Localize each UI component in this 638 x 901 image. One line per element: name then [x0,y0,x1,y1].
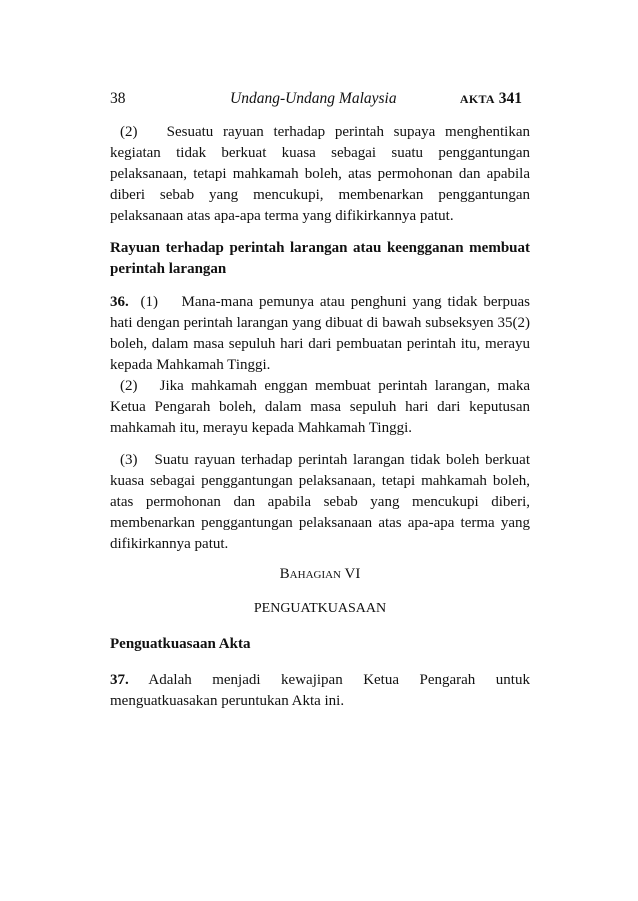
act-number: 341 [498,90,522,107]
page-number: 38 [110,90,126,107]
subsection-marker: (1) [140,294,159,310]
section-number: 36. [110,294,129,310]
section-text: Adalah menjadi kewajipan Ketua Pengarah untuk menguatkuasakan peruntukan Akta ini. [110,672,530,709]
running-title: Undang-Undang Malaysia [230,90,397,107]
subsection-marker: (3) [120,452,138,468]
subsection-text: Suatu rayuan terhadap perintah larangan tidak boleh berkuat kuasa sebagai penggantungan pelaksanaan, tetapi mahkamah boleh, atas permohonan dan apabila sebab yang mencukupi diberi, membenarkan penggantungan pelaksanaan atas apa-apa terma yang difikirkannya patut. [110,452,530,552]
part-label [110,564,530,585]
subsection-text: Jika mahkamah enggan membuat perintah larangan, maka Ketua Pengarah boleh, dalam masa sepuluh hari dari keputusan mahkamah itu, merayu kepada Mahkamah Tinggi. [110,378,530,436]
part-word: Bahagian [279,566,342,582]
act-label: AKTA [459,92,495,106]
subsection-text: Sesuatu rayuan terhadap perintah supaya menghentikan kegiatan tidak berkuat kuasa sebagai suatu penggantungan pelaksanaan, tetapi mahkamah boleh, atas permohonan dan apabila diberi sebab yang mencukupi, membenarkan penggantungan pelaksanaan atas apa-apa terma yang difikirkannya patut. [110,124,530,224]
subsection-marker: (2) [120,124,138,140]
subsection-36-3 [110,450,530,555]
subsection-text: Mana-mana pemunya atau penghuni yang tidak berpuas hati dengan perintah larangan yang dibuat di bawah subseksyen 35(2) boleh, dalam masa sepuluh hari dari pembuatan perintah itu, merayu kepada Mahkamah Tinggi. [110,294,531,373]
section-number: 37. [110,672,129,688]
page-header [110,90,522,112]
section-37-heading: Penguatkuasaan Akta [110,636,251,652]
act-reference [460,90,522,108]
subsection-35-2 [110,122,530,227]
section-37 [110,670,530,712]
subsection-36-1 [110,292,530,376]
subsection-36-2 [110,376,530,439]
part-title: PENGUATKUASAAN [253,601,387,616]
subsection-marker: (2) [120,378,138,394]
part-number: VI [344,566,361,582]
section-36-heading: Rayuan terhadap perintah larangan atau keengganan membuat perintah larangan [110,240,530,277]
